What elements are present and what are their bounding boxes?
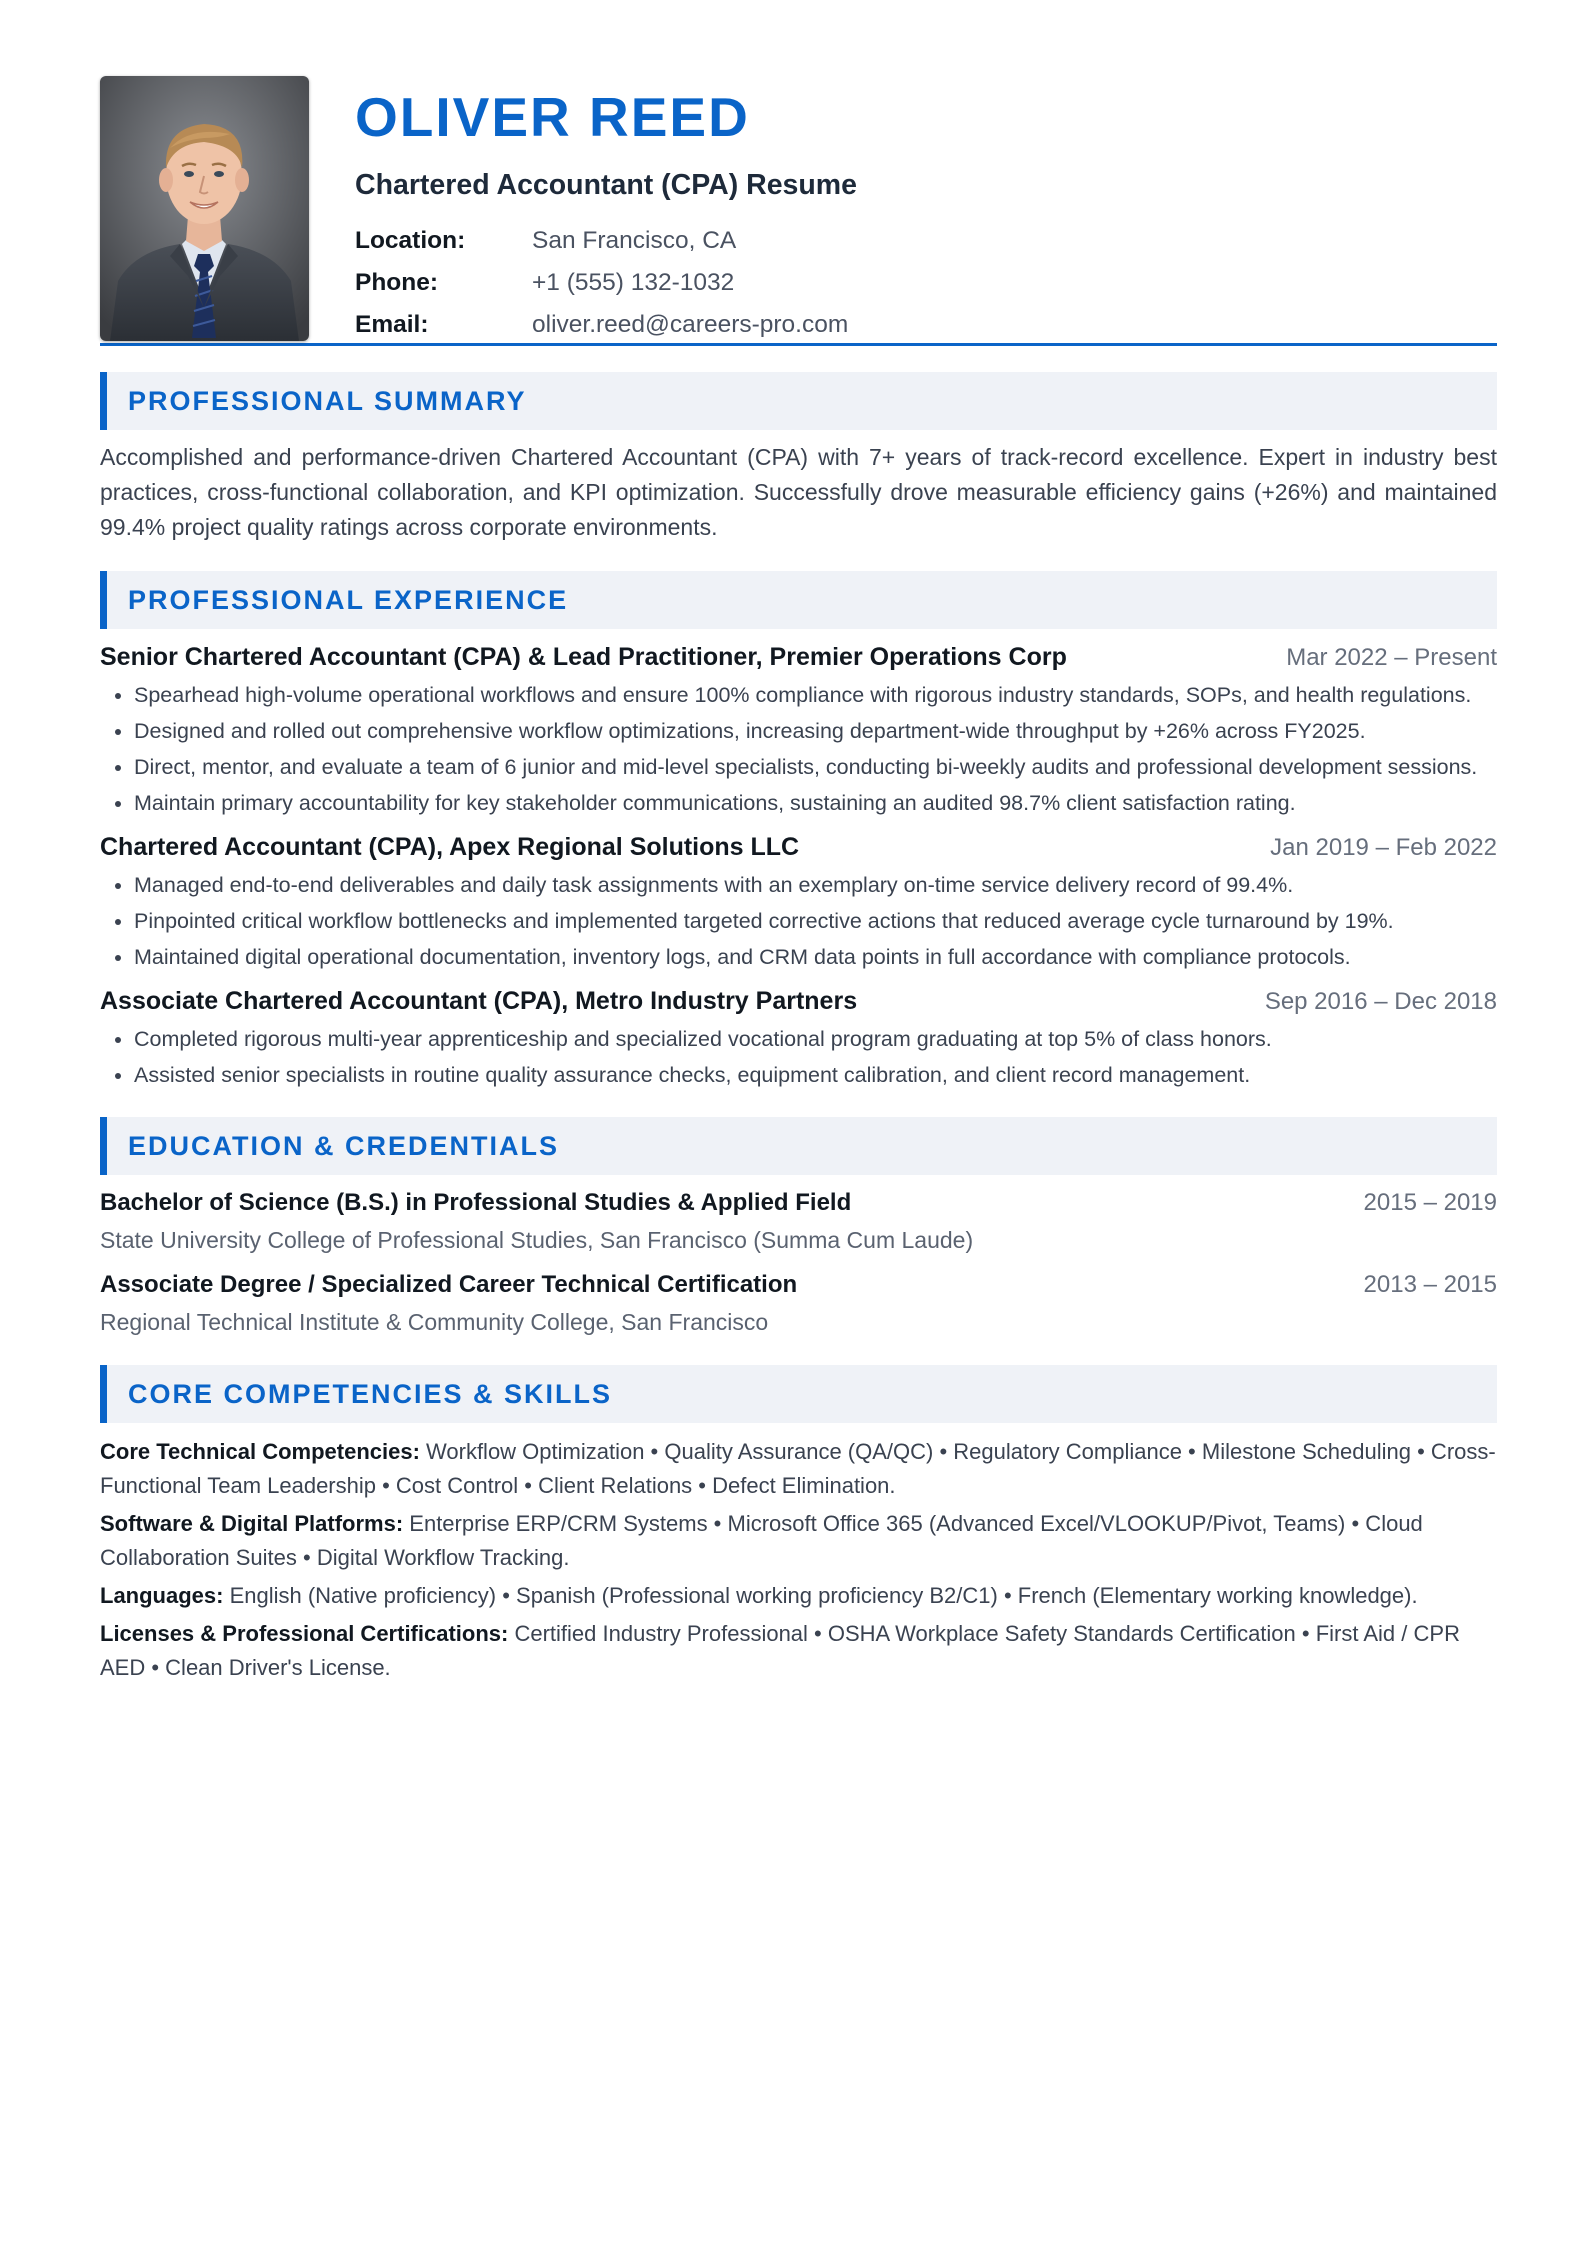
- bullet-item: • Direct, mentor, and evaluate a team of 6 junior and mid-level specialists, conducting bi-weekly audits and professional development sessions.: [134, 751, 1497, 783]
- skill-label: Licenses & Professional Certifications:: [100, 1621, 515, 1646]
- education-header: [100, 1271, 1497, 1305]
- contact-value: oliver.reed@careers-pro.com: [532, 311, 849, 338]
- contact-phone: [355, 262, 857, 304]
- job-header: [100, 833, 1497, 867]
- education-entry: [100, 1189, 1497, 1257]
- job-title: Associate Chartered Accountant (CPA), Metro Industry Partners: [100, 987, 858, 1015]
- bullet-item: • Maintain primary accountability for key stakeholder communications, sustaining an audited 98.7% client satisfaction rating.: [134, 787, 1497, 819]
- section-header-skills: [100, 1365, 1497, 1423]
- education-school: Regional Technical Institute & Community College, San Francisco: [100, 1309, 769, 1335]
- contact-label: Location:: [355, 227, 466, 254]
- contact-list: [355, 220, 857, 346]
- resume-header: [100, 76, 1497, 342]
- education-degree: Bachelor of Science (B.S.) in Professional Studies & Applied Field: [100, 1189, 852, 1216]
- contact-value: +1 (555) 132-1032: [532, 269, 735, 296]
- skill-group: [100, 1617, 1497, 1685]
- bullet-item: • Pinpointed critical workflow bottlenecks and implemented targeted corrective actions that reduced average cycle turnaround by 19%.: [134, 905, 1497, 937]
- contact-label: Email:: [355, 311, 429, 338]
- bullet-item: • Completed rigorous multi-year apprenticeship and specialized vocational program graduating at top 5% of class honors.: [134, 1023, 1497, 1055]
- job-entry: [100, 987, 1497, 1091]
- job-bullets: [100, 679, 1497, 819]
- job-dates: Jan 2019 – Feb 2022: [1270, 834, 1497, 861]
- contact-location: [355, 220, 857, 262]
- skill-group: [100, 1435, 1497, 1503]
- skill-text: English (Native proficiency) • Spanish (Professional working proficiency B2/C1) • French (Elementary working knowledge).: [229, 1583, 1418, 1608]
- skill-text: Enterprise ERP/CRM Systems • Microsoft Office 365 (Advanced Excel/VLOOKUP/Pivot, Teams) • Cloud Collaboration Suites • Digital Workflow Tracking.: [100, 1511, 1423, 1570]
- section-header-experience: [100, 571, 1497, 629]
- skill-text: Workflow Optimization • Quality Assurance (QA/QC) • Regulatory Compliance • Milestone Scheduling • Cross-Functional Team Leadership • Cost Control • Client Relations • Defect Elimination.: [100, 1439, 1496, 1498]
- job-bullets: [100, 869, 1497, 973]
- section-title: EDUCATION & CREDENTIALS: [128, 1130, 560, 1161]
- profile-photo: [100, 76, 309, 341]
- summary-text: Accomplished and performance-driven Chartered Accountant (CPA) with 7+ years of track-record excellence. Expert in industry best practices, cross-functional collaboration, and KPI optimization. Successfully drove measurable efficiency gains (+26%) and maintained 99.4% project quality ratings across corporate environments.: [100, 444, 1497, 540]
- contact-value: San Francisco, CA: [532, 227, 737, 254]
- section-header-summary: [100, 372, 1497, 430]
- education-entry: [100, 1271, 1497, 1339]
- skill-label: Languages:: [100, 1583, 230, 1608]
- job-header: [100, 643, 1497, 677]
- job-dates: Mar 2022 – Present: [1286, 644, 1497, 671]
- contact-email: [355, 304, 857, 346]
- skill-group: [100, 1579, 1497, 1613]
- skill-label: Core Technical Competencies:: [100, 1439, 427, 1464]
- bullet-item: • Managed end-to-end deliverables and daily task assignments with an exemplary on-time service delivery record of 99.4%.: [134, 869, 1497, 901]
- contact-label: Phone:: [355, 269, 439, 296]
- job-entry: [100, 833, 1497, 973]
- education-dates: 2013 – 2015: [1363, 1271, 1497, 1298]
- education-school: State University College of Professional Studies, San Francisco (Summa Cum Laude): [100, 1227, 974, 1253]
- skill-label: Software & Digital Platforms:: [100, 1511, 410, 1536]
- header-info: [355, 76, 857, 342]
- job-bullets: [100, 1023, 1497, 1091]
- skill-text: Certified Industry Professional • OSHA Workplace Safety Standards Certification • First Aid / CPR AED • Clean Driver's License.: [100, 1621, 1460, 1680]
- education-header: [100, 1189, 1497, 1223]
- section-title: PROFESSIONAL SUMMARY: [128, 385, 527, 416]
- candidate-name: OLIVER REED: [355, 86, 750, 148]
- resume-role-title: Chartered Accountant (CPA) Resume: [355, 169, 857, 201]
- bullet-item: • Assisted senior specialists in routine quality assurance checks, equipment calibration, and client record management.: [134, 1059, 1497, 1091]
- bullet-item: • Designed and rolled out comprehensive workflow optimizations, increasing department-wide throughput by +26% across FY2025.: [134, 715, 1497, 747]
- bullet-item: • Spearhead high-volume operational workflows and ensure 100% compliance with rigorous industry standards, SOPs, and health regulations.: [134, 679, 1497, 711]
- resume-page: [100, 76, 1497, 1685]
- job-entry: [100, 643, 1497, 819]
- education-dates: 2015 – 2019: [1363, 1189, 1497, 1216]
- section-header-education: [100, 1117, 1497, 1175]
- bullet-item: • Maintained digital operational documentation, inventory logs, and CRM data points in full accordance with compliance protocols.: [134, 941, 1497, 973]
- education-degree: Associate Degree / Specialized Career Technical Certification: [100, 1271, 798, 1298]
- skills-list: [100, 1435, 1497, 1685]
- job-dates: Sep 2016 – Dec 2018: [1264, 988, 1497, 1015]
- job-title: Senior Chartered Accountant (CPA) & Lead Practitioner, Premier Operations Corp: [100, 643, 1067, 671]
- job-title: Chartered Accountant (CPA), Apex Regional Solutions LLC: [100, 833, 800, 861]
- section-title: CORE COMPETENCIES & SKILLS: [128, 1378, 613, 1409]
- section-title: PROFESSIONAL EXPERIENCE: [128, 584, 569, 615]
- job-header: [100, 987, 1497, 1021]
- skill-group: [100, 1507, 1497, 1575]
